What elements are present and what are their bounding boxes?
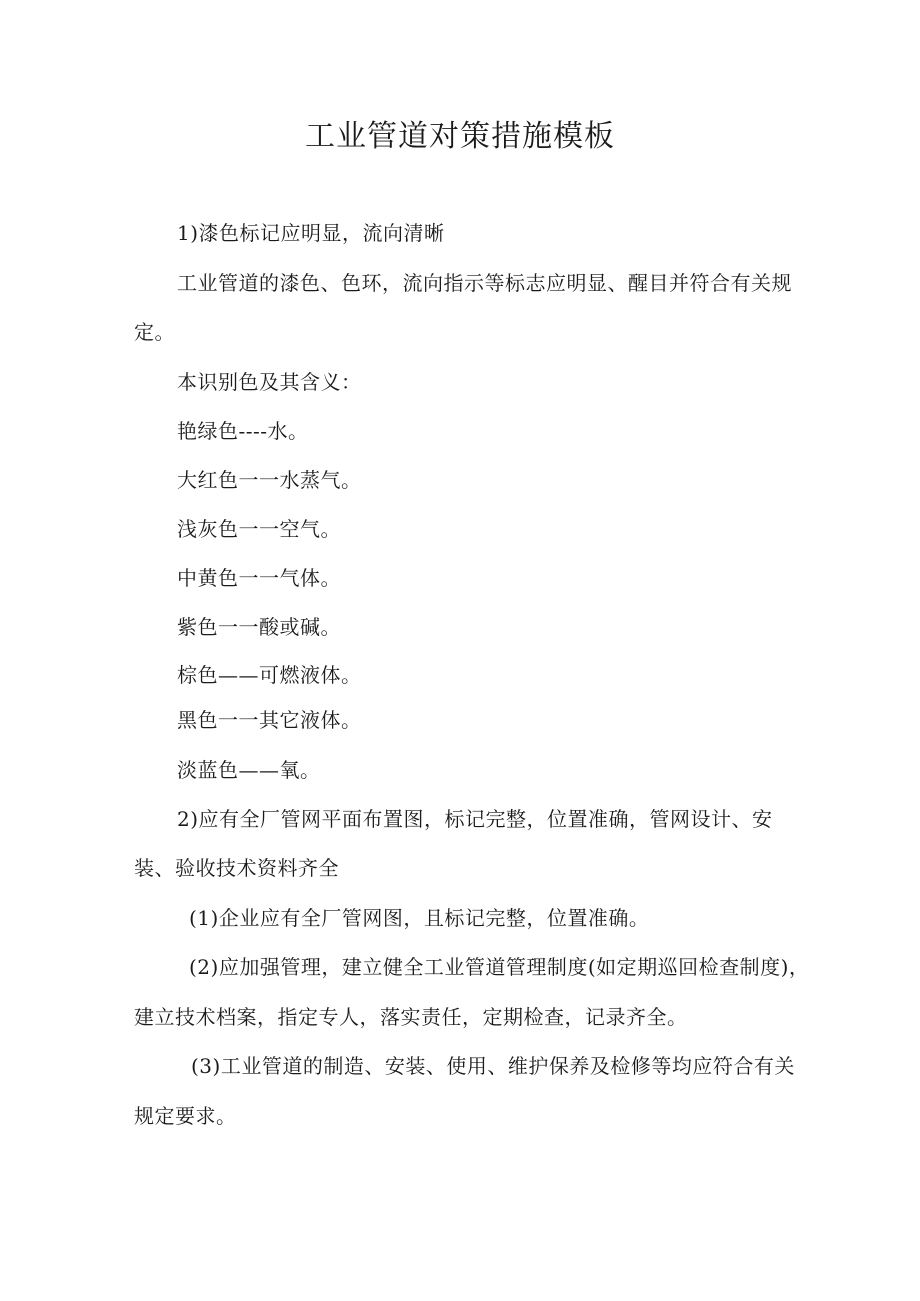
subitem-3-continued: 规定要求。 bbox=[134, 1104, 237, 1128]
color-meaning-item: 紫色一一酸或碱。 bbox=[177, 615, 341, 639]
color-meaning-item: 棕色——可燃液体。 bbox=[177, 663, 362, 687]
color-meaning-item: 黑色一一其它液体。 bbox=[177, 708, 362, 732]
subitem-2: (2)应加强管理，建立健全工业管道管理制度(如定期巡回检查制度)， bbox=[189, 955, 810, 979]
color-meaning-item: 艳绿色----水。 bbox=[177, 419, 309, 443]
section-heading-1: 1)漆色标记应明显，流向清晰 bbox=[177, 221, 445, 245]
paragraph-line: 本识别色及其含义： bbox=[177, 370, 362, 394]
subitem-1: (1)企业应有全厂管网图，且标记完整，位置准确。 bbox=[189, 906, 650, 930]
paragraph-line: 定。 bbox=[134, 320, 175, 344]
subitem-2-continued: 建立技术档案，指定专人，落实责任，定期检查，记录齐全。 bbox=[134, 1005, 688, 1029]
section-heading-2-continued: 装、验收技术资料齐全 bbox=[134, 856, 339, 880]
color-meaning-item: 浅灰色一一空气。 bbox=[177, 517, 341, 541]
color-meaning-item: 大红色一一水蒸气。 bbox=[177, 468, 362, 492]
document-title: 工业管道对策措施模板 bbox=[305, 119, 615, 154]
paragraph-line: 工业管道的漆色、色环，流向指示等标志应明显、醒目并符合有关规 bbox=[177, 271, 792, 295]
color-meaning-item: 淡蓝色——氧。 bbox=[177, 758, 321, 782]
color-meaning-item: 中黄色一一气体。 bbox=[177, 566, 341, 590]
section-heading-2: 2)应有全厂管网平面布置图，标记完整，位置准确，管网设计、安 bbox=[177, 807, 773, 831]
subitem-3: (3)工业管道的制造、安装、使用、维护保养及检修等均应符合有关 bbox=[191, 1054, 795, 1078]
